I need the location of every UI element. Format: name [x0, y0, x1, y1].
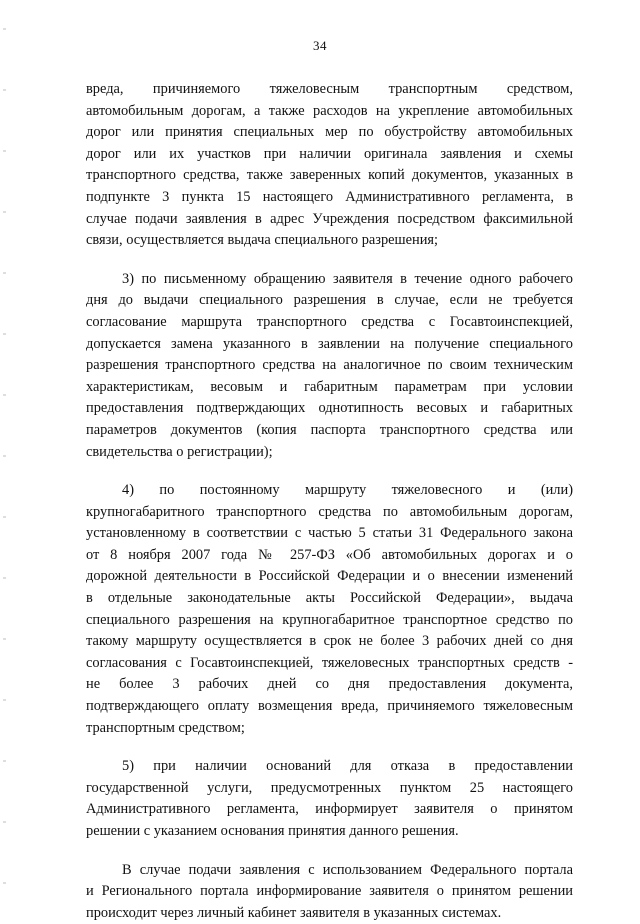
text-line: дорожной деятельности в Российской Федерации и о внесении изменений — [86, 568, 573, 585]
text-line: 5) при наличии оснований для отказа в предоставлении — [122, 758, 573, 775]
text-line: дорог или принятия специальных мер по обустройству автомобильных — [86, 124, 573, 141]
text-line: такому маршруту осуществляется в срок не более 3 рабочих дней со дня — [86, 633, 573, 650]
paragraph-portal-note — [86, 860, 573, 924]
text-line: транспортным средством; — [86, 719, 245, 736]
text-line: от 8 ноября 2007 года № 257-ФЗ «Об автомобильных дорогах и о — [86, 546, 573, 563]
text-line: случае подачи заявления в адрес Учреждения посредством факсимильной — [86, 210, 573, 227]
paragraph-item-4 — [86, 480, 573, 739]
text-line: вреда, причиняемого тяжеловесным транспортным средством, — [86, 81, 573, 97]
text-line: установленному в соответствии с частью 5 статьи 31 Федерального закона — [86, 525, 573, 542]
text-line: характеристикам, весовым и габаритным параметрам при условии — [86, 378, 573, 395]
text-line: допускается замена указанного в заявлении на получение специального — [86, 335, 573, 352]
text-line: согласование маршрута транспортного средства с Госавтоинспекцией, — [86, 313, 573, 330]
text-line: автомобильным дорогам, а также расходов на укрепление автомобильных — [86, 102, 573, 119]
text-line: не более 3 рабочих дней со дня предоставления документа, — [86, 676, 573, 693]
text-line: транспортного средства, также заверенных копий документов, указанных в — [86, 167, 573, 184]
text-line: свидетельства о регистрации); — [86, 443, 273, 460]
text-line: государственной услуги, предусмотренных пунктом 25 настоящего — [86, 779, 573, 796]
text-line: 4) по постоянному маршруту тяжеловесного и (или) — [122, 482, 573, 499]
text-line: 3) по письменному обращению заявителя в течение одного рабочего — [122, 270, 573, 287]
text-line: в отдельные законодательные акты Российской Федерации», выдача — [86, 590, 573, 607]
paragraph-item-5 — [86, 756, 573, 842]
paragraph-continuation — [86, 79, 573, 252]
text-line: и Регионального портала информирование заявителя о принятом решении — [86, 883, 573, 900]
page-number: 34 — [313, 38, 327, 53]
text-line: крупногабаритного транспортного средства по автомобильным дорогам, — [86, 503, 573, 520]
document-body — [86, 79, 573, 924]
text-line: подтверждающего оплату возмещения вреда, причиняемого тяжеловесным — [86, 698, 573, 715]
text-line: связи, осуществляется выдача специального разрешения; — [86, 232, 439, 249]
text-line: происходит через личный кабинет заявителя в указанных системах. — [86, 904, 502, 921]
text-line: параметров документов (копия паспорта транспортного средства или — [86, 421, 573, 438]
text-line: согласования с Госавтоинспекцией, тяжеловесных транспортных средств - — [86, 654, 573, 671]
text-line: подпункте 3 пункта 15 настоящего Административного регламента, в — [86, 188, 573, 205]
text-line: Административного регламента, информирует заявителя о принятом — [86, 801, 573, 818]
text-line: дорог или их участков при наличии оригинала заявления и схемы — [86, 145, 573, 162]
text-line: дня до выдачи специального разрешения в случае, если не требуется — [86, 292, 573, 309]
scan-edge-marks — [3, 0, 6, 905]
text-line: специального разрешения на крупногабаритное транспортное средство по — [86, 611, 573, 628]
text-line: разрешения транспортного средства на аналогичное по своим техническим — [86, 357, 573, 374]
text-line: решении с указанием основания принятия данного решения. — [86, 823, 459, 839]
text-line: предоставления подтверждающих однотипность весовых и габаритных — [86, 400, 573, 417]
text-line: В случае подачи заявления с использованием Федерального портала — [122, 861, 573, 878]
paragraph-item-3 — [86, 269, 573, 463]
